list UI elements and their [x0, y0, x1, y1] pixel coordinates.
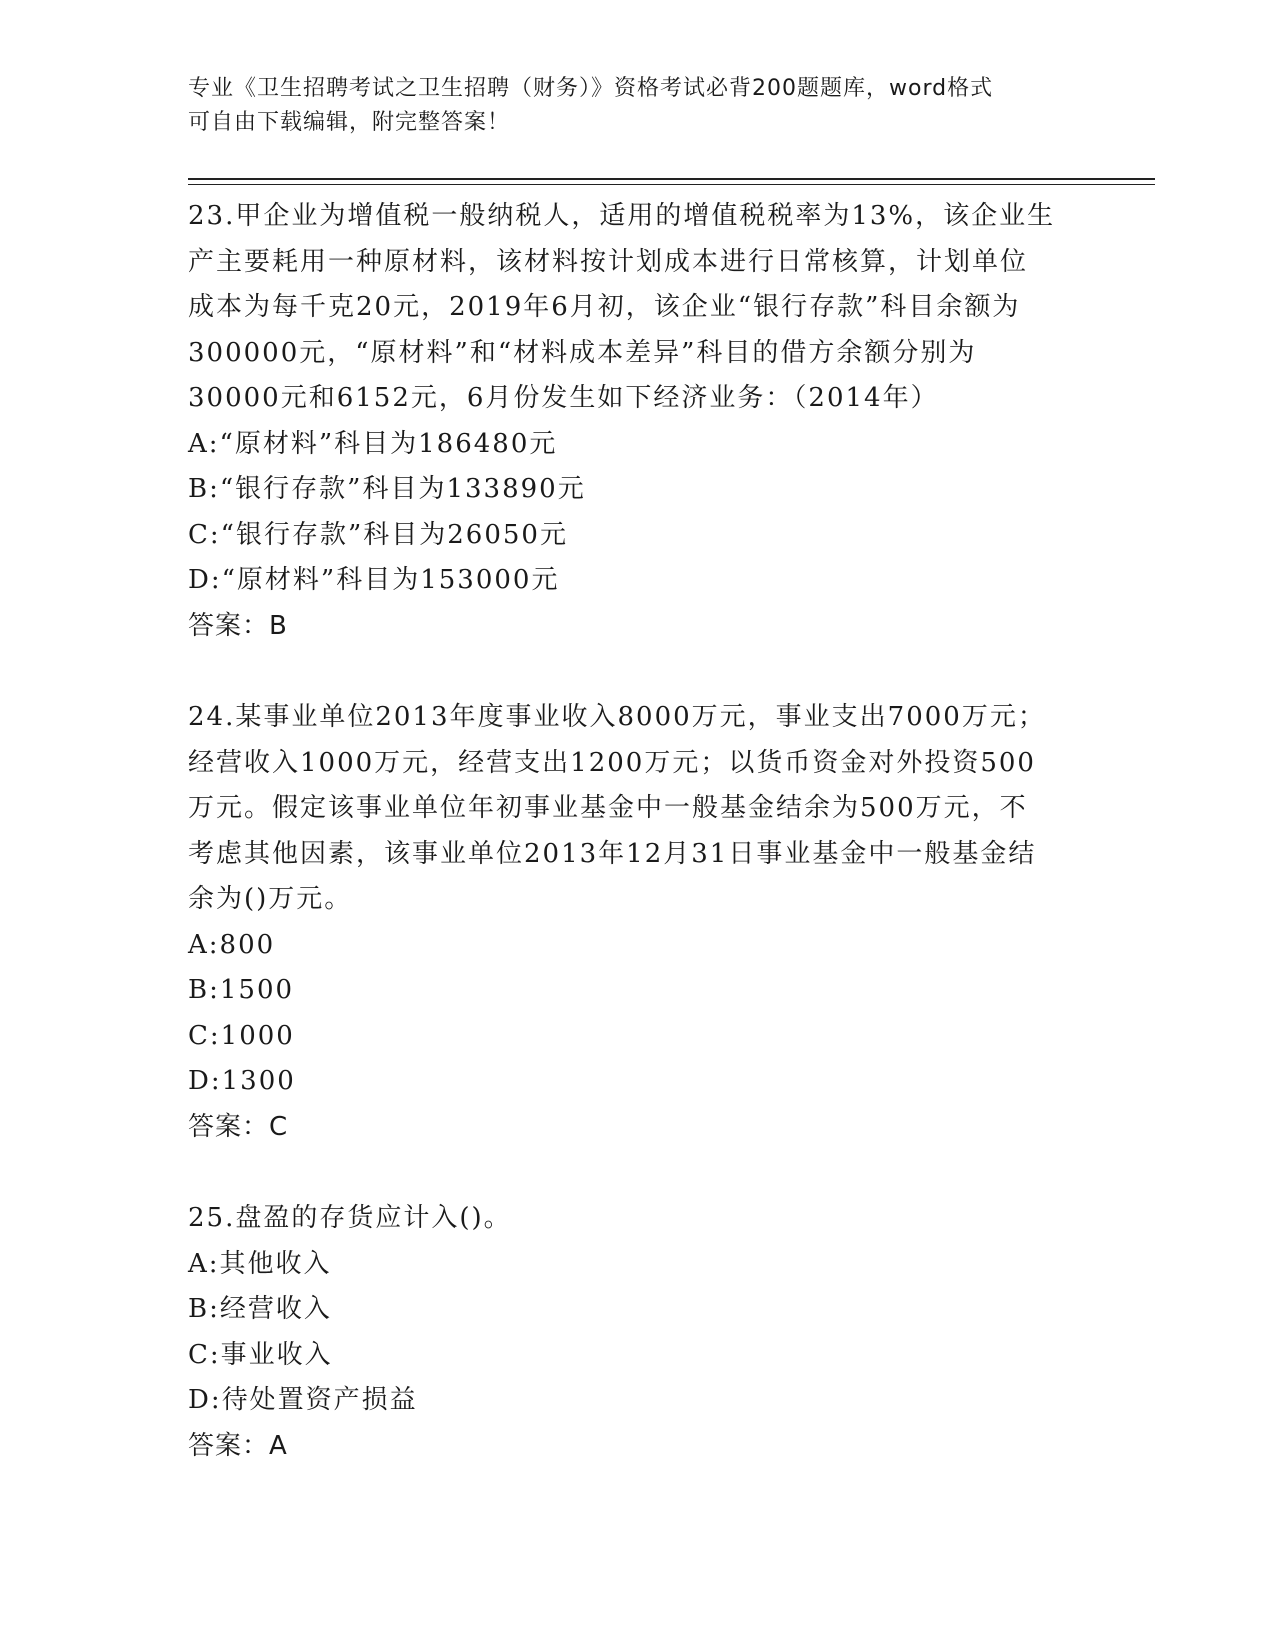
question-text-line: 产主要耗用一种原材料，该材料按计划成本进行日常核算，计划单位	[188, 246, 1029, 277]
header-divider-thin	[188, 184, 1155, 185]
option-a: A:其他收入	[188, 1248, 332, 1279]
document-header	[188, 72, 1088, 140]
question-text-line: 30000元和6152元，6月份发生如下经济业务：（2014年）	[188, 383, 939, 413]
question-spacer	[188, 649, 1088, 695]
question-text-line: 300000元，“原材料”和“材料成本差异”科目的借方余额分别为	[188, 337, 977, 368]
question-24	[188, 695, 1088, 1150]
question-text-line: 成本为每千克20元，2019年6月初，该企业“银行存款”科目余额为	[188, 292, 1021, 322]
option-d: D:1300	[188, 1066, 296, 1096]
question-23	[188, 194, 1088, 649]
question-text-line: 23.甲企业为增值税一般纳税人，适用的增值税税率为13%，该企业生	[188, 201, 1056, 231]
option-b: B:经营收入	[188, 1294, 332, 1324]
answer-text: 答案：B	[188, 610, 288, 641]
answer-text: 答案：A	[188, 1430, 288, 1461]
option-d: D:“原材料”科目为153000元	[188, 565, 560, 595]
option-a: A:“原材料”科目为186480元	[188, 428, 558, 459]
header-line-1: 专业《卫生招聘考试之卫生招聘（财务）》资格考试必背200题题库，word格式	[188, 76, 994, 101]
option-c: C:1000	[188, 1020, 295, 1051]
option-b: B:1500	[188, 975, 295, 1005]
option-a: A:800	[188, 929, 276, 960]
question-text-line: 25.盘盈的存货应计入()。	[188, 1203, 512, 1233]
header-divider-thick	[188, 178, 1155, 180]
option-c: C:“银行存款”科目为26050元	[188, 519, 568, 550]
question-text-line: 经营收入1000万元，经营支出1200万元；以货币资金对外投资500	[188, 747, 1036, 778]
option-c: C:事业收入	[188, 1339, 333, 1370]
question-spacer	[188, 1150, 1088, 1196]
question-text-line: 余为()万元。	[188, 884, 353, 914]
question-list	[188, 194, 1088, 1469]
answer-text: 答案：C	[188, 1111, 289, 1142]
option-b: B:“银行存款”科目为133890元	[188, 474, 586, 504]
question-text-line: 万元。假定该事业单位年初事业基金中一般基金结余为500万元，不	[188, 793, 1028, 823]
option-d: D:待处置资产损益	[188, 1385, 418, 1415]
question-text-line: 考虑其他因素，该事业单位2013年12月31日事业基金中一般基金结	[188, 838, 1037, 869]
question-25	[188, 1196, 1088, 1469]
header-line-2: 可自由下载编辑，附完整答案！	[188, 110, 511, 135]
question-text-line: 24.某事业单位2013年度事业收入8000万元，事业支出7000万元；	[188, 702, 1046, 732]
